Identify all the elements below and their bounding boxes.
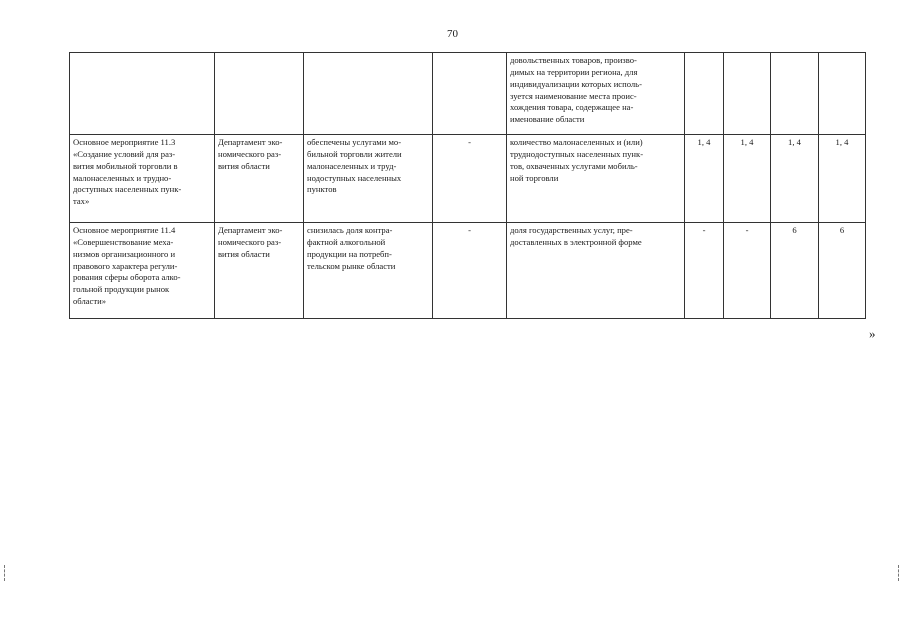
value-cell: 1, 4 (724, 135, 771, 223)
value-cell (685, 53, 724, 135)
measure-cell (70, 53, 215, 135)
deviation-cell: - (433, 135, 507, 223)
result-cell: обеспечены услугами мо- бильной торговли жители малонаселенных и труд- нодоступных населенных пунктов (304, 135, 433, 223)
left-binding-mark (4, 565, 6, 581)
value-cell: - (685, 223, 724, 319)
deviation-cell: - (433, 223, 507, 319)
deviation-cell (433, 53, 507, 135)
program-measures-table (69, 52, 866, 319)
value-cell (819, 53, 866, 135)
executor-cell: Департамент эко- номического раз- вития области (215, 223, 304, 319)
value-cell (771, 53, 819, 135)
indicator-cell: довольственных товаров, произво- димых на территории региона, для индивидуализации которых исполь- зуется наименование места проис- хождения товара, содержащее на- именование области (507, 53, 685, 135)
measure-cell: Основное мероприятие 11.3 «Создание условий для раз- вития мобильной торговли в малонаселенных и трудно- доступных населенных пунк- тах» (70, 135, 215, 223)
value-cell: 1, 4 (771, 135, 819, 223)
result-cell (304, 53, 433, 135)
value-cell: 1, 4 (685, 135, 724, 223)
indicator-cell: количество малонаселенных и (или) труднодоступных населенных пунк- тов, охваченных услугами мобиль- ной торговли (507, 135, 685, 223)
measure-cell: Основное мероприятие 11.4 «Совершенствование меха- низмов организационного и правового характера регули- рования сферы оборота алко- гольной продукции рынок области» (70, 223, 215, 319)
value-cell: 6 (819, 223, 866, 319)
result-cell: снизилась доля контра- фактной алкогольной продукции на потребп- тельском рынке области (304, 223, 433, 319)
value-cell: - (724, 223, 771, 319)
executor-cell (215, 53, 304, 135)
right-binding-mark (898, 565, 900, 581)
executor-cell: Департамент эко- номического раз- вития области (215, 135, 304, 223)
table-row (70, 135, 866, 223)
table-row (70, 53, 866, 135)
value-cell: 1, 4 (819, 135, 866, 223)
value-cell (724, 53, 771, 135)
table-row (70, 223, 866, 319)
closing-quote: » (869, 326, 876, 341)
indicator-cell: доля государственных услуг, пре- доставленных в электронной форме (507, 223, 685, 319)
page-number: 70 (447, 28, 458, 40)
value-cell: 6 (771, 223, 819, 319)
